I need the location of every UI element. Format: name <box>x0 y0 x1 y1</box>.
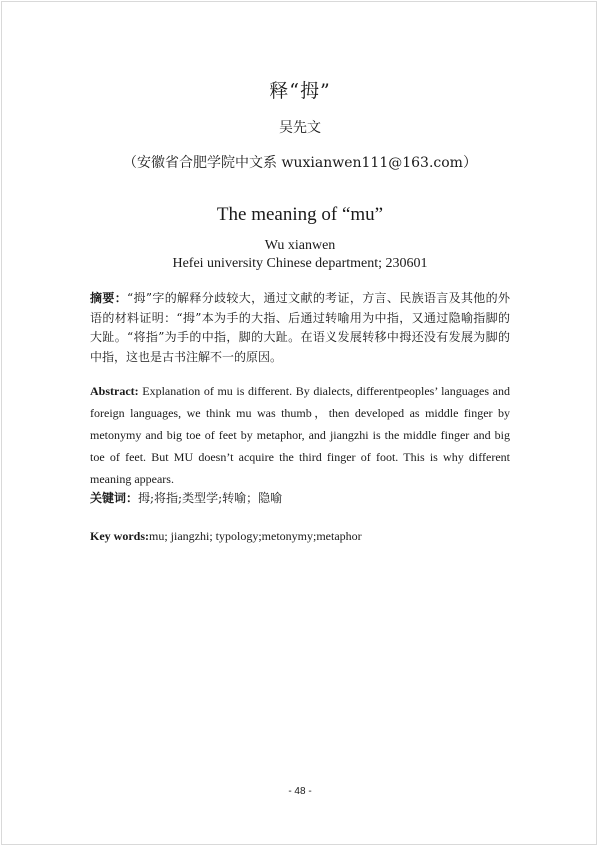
english-abstract <box>90 380 510 490</box>
english-title: The meaning of “mu” <box>216 204 384 225</box>
english-keywords <box>90 527 510 546</box>
chinese-abstract-label: 摘要： <box>90 291 128 305</box>
chinese-affiliation: （安徽省合肥学院中文系 wuxianwen111@163.com） <box>123 155 477 171</box>
chinese-keywords <box>90 489 510 508</box>
english-keywords-label: Key words: <box>90 529 149 543</box>
english-keywords-text: mu; jiangzhi; typology;metonymy;metaphor <box>149 529 362 543</box>
page-number: - 48 - <box>288 786 312 797</box>
chinese-author: 吴先文 <box>279 120 321 136</box>
english-abstract-text: Explanation of mu is different. By dialects, differentpeoples’ languages and foreign languages, we think mu was thumb，then developed as middle finger by metonymy and big toe of feet by metaphor, and jiangzhi is the middle finger and big toe of feet. But MU doesn’t acquire the third finger of foot. This is why different meaning appears. <box>90 384 510 486</box>
chinese-title: 释“拇” <box>269 80 331 102</box>
chinese-abstract <box>90 289 510 367</box>
english-abstract-label: Abstract: <box>90 384 139 398</box>
chinese-abstract-text: “拇”字的解释分歧较大，通过文献的考证，方言、民族语言及其他的外语的材料证明：“拇”本为手的大指、后通过转喻用为中指，又通过隐喻指脚的大趾。“将指”为手的中指，脚的大趾。在语义发展转移中拇还没有发展为脚的中指，这也是古书注解不一的原因。 <box>90 291 510 364</box>
chinese-keywords-label: 关键词： <box>90 491 139 505</box>
chinese-keywords-text: 拇;将指;类型学;转喻；隐喻 <box>138 491 283 505</box>
english-affiliation: Hefei university Chinese department; 230601 <box>172 256 428 271</box>
english-author: Wu xianwen <box>264 238 336 253</box>
